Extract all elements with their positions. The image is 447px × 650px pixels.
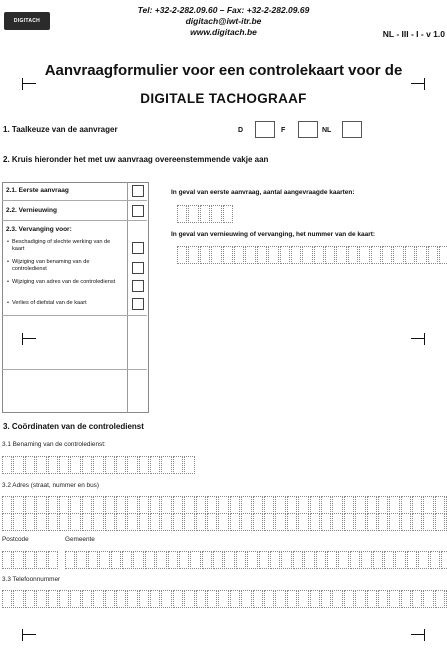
card-number-input[interactable] [177, 246, 447, 264]
address-input-line1[interactable] [2, 496, 447, 514]
section3-heading: 3. Coördinaten van de controledienst [3, 422, 144, 431]
form-subtitle: DIGITALE TACHOGRAAF [140, 91, 307, 106]
replacement-damage-label: • Beschadiging of slechte werking van de kaart [12, 239, 124, 253]
section2-heading: 2. Kruis hieronder het met uw aanvraag overeenstemmende vakje aan [3, 155, 269, 164]
registration-mark-mid-right [411, 333, 425, 345]
table-column-divider [127, 182, 128, 413]
renewal-checkbox[interactable] [132, 205, 144, 217]
digitach-logo: DIGITACH [4, 12, 50, 30]
renewal-label: 2.2. Vernieuwing [6, 207, 57, 214]
service-name-label: 3.1 Benaming van de controledienst: [2, 441, 106, 448]
form-title: Aanvraagformulier voor een controlekaart voor de [44, 62, 403, 79]
municipality-input[interactable] [65, 551, 447, 569]
table-row-divider [2, 315, 147, 316]
table-row-divider [2, 220, 147, 221]
registration-mark-bottom-left [22, 629, 36, 641]
language-label-d: D [238, 127, 244, 134]
registration-mark-top-right [411, 78, 425, 90]
address-label: 3.2 Adres (straat, nummer en bus) [2, 482, 99, 489]
card-count-note: In geval van eerste aanvraag, aantal aangevraagde kaarten: [171, 189, 355, 196]
contact-email: digitach@iwt-itr.be [185, 16, 262, 26]
phone-label: 3.3 Telefoonnummer [2, 576, 61, 583]
contact-phone-fax: Tel: +32-2-282.09.60 – Fax: +32-2-282.09.69 [137, 5, 310, 15]
card-count-input[interactable] [177, 205, 234, 223]
contact-info [0, 5, 447, 38]
replacement-name-change-label: • Wijziging van benaming van de controledienst [12, 259, 124, 273]
card-number-note: In geval van vernieuwing of vervanging, het nummer van de kaart: [171, 231, 376, 238]
registration-mark-bottom-right [411, 629, 425, 641]
table-row-divider [2, 369, 147, 370]
form-version: NL - III - I - v 1.0 [382, 29, 445, 39]
service-name-input[interactable] [2, 456, 196, 474]
table-row-divider [2, 200, 147, 201]
replacement-loss-theft-checkbox[interactable] [132, 298, 144, 310]
registration-mark-top-left [22, 78, 36, 90]
first-request-label: 2.1. Eerste aanvraag [6, 187, 69, 194]
phone-input[interactable] [2, 590, 447, 608]
replacement-name-change-checkbox[interactable] [132, 262, 144, 274]
language-label-nl: NL [322, 127, 332, 134]
language-checkbox-d[interactable] [255, 121, 275, 138]
replacement-address-change-label: • Wijziging van adres van de controledienst [12, 279, 124, 286]
section1-heading: 1. Taalkeuze van de aanvrager [3, 125, 118, 134]
first-request-checkbox[interactable] [132, 185, 144, 197]
language-label-f: F [281, 127, 286, 134]
contact-website: www.digitach.be [190, 27, 257, 37]
postcode-input[interactable] [2, 551, 59, 569]
language-checkbox-nl[interactable] [342, 121, 362, 138]
replacement-address-change-checkbox[interactable] [132, 280, 144, 292]
replacement-label: 2.3. Vervanging voor: [6, 226, 72, 233]
postcode-label: Postcode [2, 536, 29, 543]
language-checkbox-f[interactable] [298, 121, 318, 138]
replacement-damage-checkbox[interactable] [132, 242, 144, 254]
municipality-label: Gemeente [65, 536, 95, 543]
replacement-loss-theft-label: • Verlies of diefstal van de kaart [12, 300, 124, 307]
address-input-line2[interactable] [2, 513, 447, 531]
